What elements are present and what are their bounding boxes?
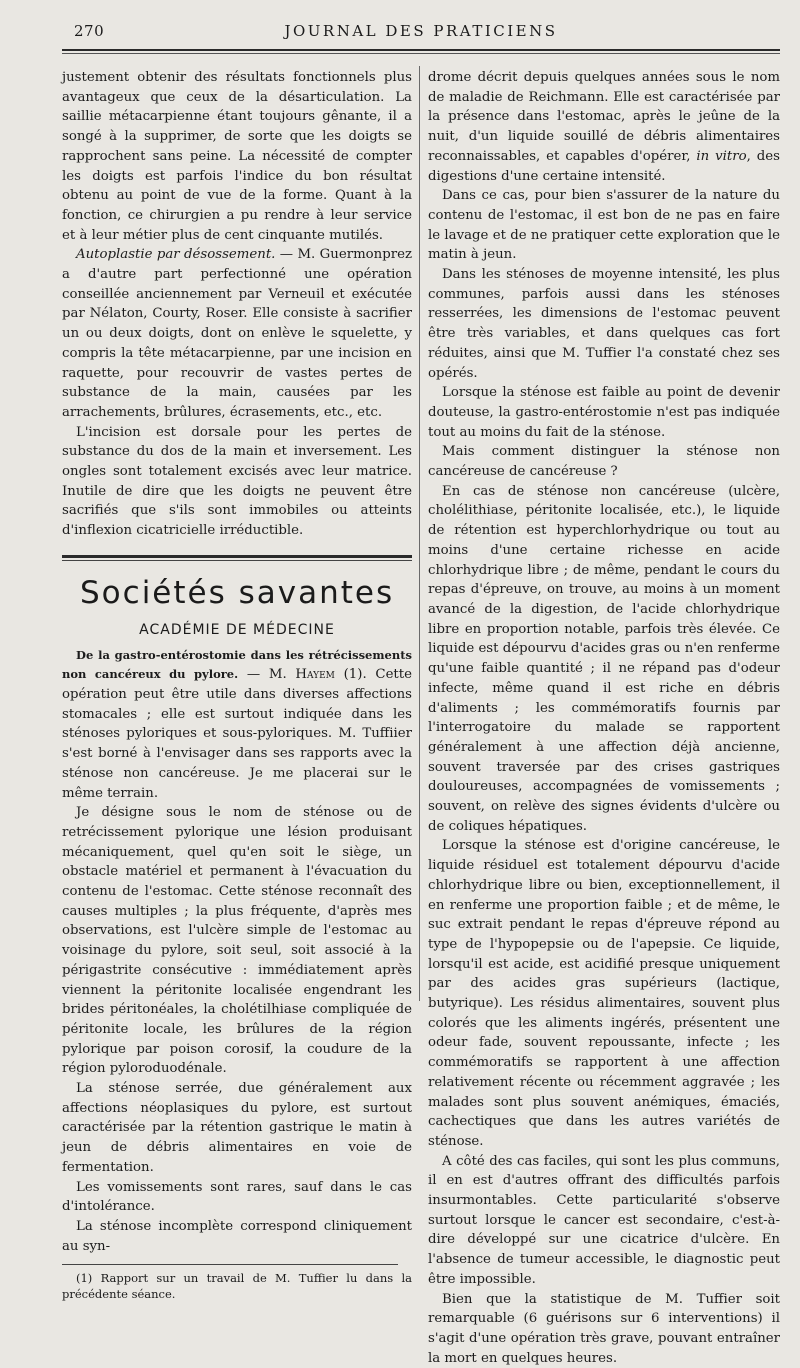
article-opening — [62, 646, 412, 804]
paragraph: A côté des cas faciles, qui sont les plus communs, il en est d'autres offrant des difficultés parfois insurmontables. Cette particularité s'observe surtout lorsque le cancer est secondaire, c'est-à-dire développé sur une cicatrice d'ulcère. En l'absence de tumeur accessible, le diagnostic peut être impossible. — [428, 1153, 780, 1287]
paragraph: Dans les sténoses de moyenne intensité, les plus communes, parfois aussi dans les sténoses resserrées, les dimensions de l'estomac peuvent être très variables, et dans quelques cas fort réduites, ainsi que M. Tuffier l'a constaté chez ses opérés. — [428, 267, 780, 381]
paragraph: Lorsque la sténose est faible au point de devenir douteuse, la gastro-entérostomie n'est pas indiquée tout au moins du fait de la sténose. — [428, 385, 780, 440]
paragraph-text: — M. Guermonprez a d'autre part perfectionné une opération conseillée anciennement par Verneuil et exécutée par Nélaton, Courty, Roser. Elle consiste à sacrifier un ou deux doigts, dont on enlève le squelette, y compris la tête métacarpienne, par une incision en raquette, pour recouvrir de vastes pertes de substance de la main, causées par les arrachements, brûlures, écrasements, etc., etc. — [62, 247, 412, 420]
author-dash: — M. — [238, 667, 296, 683]
paragraph: Lorsque la sténose est d'origine cancéreuse, le liquide résiduel est totalement dépourvu d'acide chlorhydrique libre ou bien, exceptionnellement, il en renferme une proportion faible ; et de même, le suc extrait pendant le repas d'épreuve répond au type de l'hypopepsie ou de l'apepsie. Ce liquide, lorsqu'il est acide, est acidifié presque uniquement par des acides gras supérieurs (lactique, butyrique). Les résidus alimentaires, souvent plus colorés que les aliments ingérés, présentent une odeur fade, souvent repoussante, infecte ; les commémoratifs se rapportent à une affection relativement récente ou récemment aggravée ; les malades sont plus souvent anémiques, émaciés, cachectiques que dans les autres variétés de sténose. — [428, 838, 780, 1149]
paragraph: L'incision est dorsale pour les pertes de substance du dos de la main et inversement. Les ongles sont totalement excisés avec leur matrice. Inutile de dire que les doigts ne peuvent être sacrifiés que s'ils sont immobiles ou atteints d'inflexion cicatricielle irréductible. — [62, 424, 412, 539]
paragraph: Bien que la statistique de M. Tuffier soit remarquable (6 guérisons sur 6 interventions) il s'agit d'une opération très grave, pouvant entraîner la mort en quelques heures. — [428, 1291, 780, 1366]
section-rule — [62, 555, 412, 558]
paragraph-text: drome décrit depuis quelques années sous le nom de maladie de Reichmann. Elle est caractérisée par la présence dans l'estomac, après le jeûne de la nuit, d'un liquide souillé de débris alimentaires reconnaissables, et capables d'opérer, — [428, 70, 780, 164]
paragraph — [62, 245, 412, 422]
footnote-ref: (1). — [334, 667, 376, 683]
italic-term: in vitro — [696, 148, 747, 164]
paragraph-text: , des digestions d'une certaine intensité. — [428, 148, 780, 184]
left-column — [62, 68, 412, 1302]
section-title: Sociétés savantes — [80, 574, 395, 611]
page-number: 270 — [74, 22, 105, 40]
footnote-rule — [62, 1264, 398, 1265]
paragraph: Les vomissements sont rares, sauf dans le cas d'intolérance. — [62, 1179, 412, 1215]
subsection-title: ACADÉMIE DE MÉDECINE — [139, 621, 335, 638]
paragraph: justement obtenir des résultats fonctionnels plus avantageux que ceux de la désarticulation. La saillie métacarpienne étant toujours gênante, il a songé à la supprimer, de sorte que les doigts se rapprochent sans peine. La nécessité de compter les doigts est parfois l'indice du bon résultat obtenu au point de vue de la forme. Quant à la fonction, ce chirurgien a pu rendre à leur service et à leur métier plus de cent cinquante mutilés. — [62, 70, 412, 243]
paragraph: Mais comment distinguer la sténose non cancéreuse de cancéreuse ? — [428, 444, 780, 480]
journal-title: JOURNAL DES PRATICIENS — [284, 22, 558, 40]
paragraph: La sténose incomplète correspond cliniquement au syn- — [62, 1218, 412, 1254]
paragraph: En cas de sténose non cancéreuse (ulcère, cholélithiase, péritonite localisée, etc.), le liquide de rétention est hyperchlorhydrique ou tout au moins d'une certaine richesse en acide chlorhydrique libre ; de même, pendant le cours du repas d'épreuve, on trouve, au moins à un moment avancé de la digestion, de l'acide chlorhydrique libre en proportion notable, parfois très élevée. Ce liquide est dépourvu d'acides gras ou n'en renferme qu'une faible quantité ; il ne répand pas d'odeur infecte, même quand il est riche en débris d'aliments ; les commémoratifs fournis par l'interrogatoire du malade se rapportent généralement à une affection déjà ancienne, souvent traversée par des crises gastriques douloureuses, accompagnées de vomissements ; souvent, on relève des signes évidents d'ulcère ou de coliques hépatiques. — [428, 483, 780, 834]
header-rule — [62, 49, 780, 51]
paragraph-text: Cette opération peut être utile dans diverses affections stomacales ; elle est surtout indiquée dans les sténoses pyloriques et sous-pyloriques. M. Tuffiier s'est borné à l'envisager dans ses rapports avec la sténose non cancéreuse. Je me placerai sur le même terrain. — [62, 667, 412, 801]
footnote: (1) Rapport sur un travail de M. Tuffier lu dans la précédente séance. — [62, 1271, 412, 1302]
paragraph: Je désigne sous le nom de sténose ou de retrécissement pylorique une lésion produisant mécaniquement, quel qu'en soit le siège, un obstacle matériel et permanent à l'évacuation du contenu de l'estomac. Cette sténose reconnaît des causes multiples ; la plus fréquente, d'après mes observations, est l'ulcère simple de l'estomac au voisinage du pylore, soit seul, soit associé à la périgastrite consécutive : immédiatement après viennent la péritonite localisée engendrant les brides péritonéales, la cholétilhiase compliquée de péritonite locale, les brûlures de la région pylorique par poison corosif, la coudure de la région pyloroduodénale. — [62, 805, 412, 1077]
article-author: Hayem — [295, 667, 335, 683]
section-rule-thin — [62, 560, 412, 561]
running-header — [62, 20, 780, 44]
column-divider — [419, 66, 420, 1001]
paragraph — [428, 68, 780, 186]
italic-heading: Autoplastie par désossement. — [76, 247, 276, 263]
paragraph: Dans ce cas, pour bien s'assurer de la nature du contenu de l'estomac, il est bon de ne pas en faire le lavage et de ne pratiquer cette exploration que le matin à jeun. — [428, 188, 780, 263]
paragraph: La sténose serrée, due généralement aux affections néoplasiques du pylore, est surtout caractérisée par la rétention gastrique le matin à jeun de débris alimentaires en voie de fermentation. — [62, 1081, 412, 1175]
right-column — [428, 68, 780, 1368]
article-title: De la gastro-entérostomie dans les rétrécissements non cancéreux du pylore. — [62, 647, 412, 682]
header-rule-thin — [62, 53, 780, 54]
